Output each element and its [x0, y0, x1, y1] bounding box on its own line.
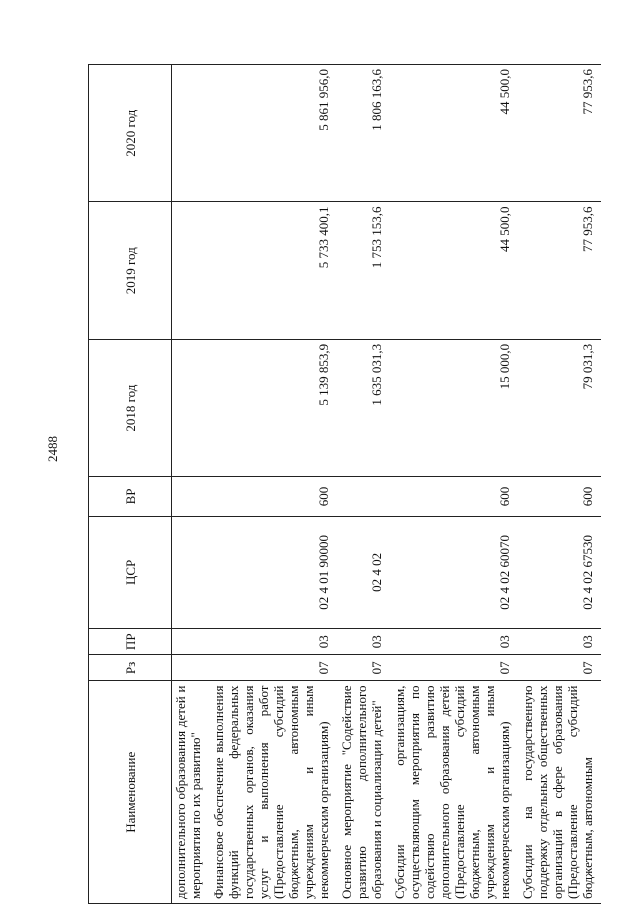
row-2018: 5 139 853,9 — [209, 339, 337, 476]
row-vr: 600 — [390, 477, 518, 516]
header-name: Наименование — [89, 681, 172, 904]
rotated-page — [88, 64, 640, 904]
row-name: Субсидии организациям, осуществляющим мероприятия по содействию развитию дополнительного образования детей (Предоставление субсидий бюджетным, автономным учреждениям и иным некоммерческим организациям) — [390, 681, 518, 904]
row-pr: 03 — [390, 629, 518, 655]
header-csr: ЦСР — [89, 516, 172, 629]
row-pr: 03 — [209, 629, 337, 655]
table-header-row — [89, 65, 172, 904]
row-rz: 07 — [518, 655, 601, 681]
row-2018: 79 031,3 — [518, 339, 601, 476]
row-csr: 02 4 01 90000 — [209, 516, 337, 629]
row-2019: 44 500,0 — [390, 202, 518, 339]
row-rz: 07 — [337, 655, 390, 681]
table-row — [337, 65, 390, 904]
header-2019: 2019 год — [89, 202, 172, 339]
row-2019 — [172, 202, 210, 339]
table-row — [209, 65, 337, 904]
row-pr: 03 — [518, 629, 601, 655]
row-csr: 02 4 02 60070 — [390, 516, 518, 629]
row-csr: 02 4 02 67530 — [518, 516, 601, 629]
row-vr: 600 — [209, 477, 337, 516]
header-pr: ПР — [89, 629, 172, 655]
row-vr: 600 — [518, 477, 601, 516]
row-2020: 1 806 163,6 — [337, 65, 390, 202]
table-row — [172, 65, 210, 904]
row-pr: 03 — [337, 629, 390, 655]
row-rz: 07 — [390, 655, 518, 681]
row-name: дополнительного образования детей и мероприятия по их развитию" — [172, 681, 210, 904]
table-row — [518, 65, 601, 904]
header-2020: 2020 год — [89, 65, 172, 202]
row-2018: 1 635 031,3 — [337, 339, 390, 476]
header-rz: Рз — [89, 655, 172, 681]
row-csr — [172, 516, 210, 629]
row-name: Субсидии на государственную поддержку отдельных общественных организаций в сфере образования (Предоставление субсидий бюджетным, автономным — [518, 681, 601, 904]
row-csr: 02 4 02 — [337, 516, 390, 629]
row-2019: 77 953,6 — [518, 202, 601, 339]
row-name: Основное мероприятие "Содействие развитию дополнительного образования и социализации детей" — [337, 681, 390, 904]
row-2018: 15 000,0 — [390, 339, 518, 476]
row-rz — [172, 655, 210, 681]
row-pr — [172, 629, 210, 655]
page-number: 2488 — [45, 436, 60, 462]
row-vr — [337, 477, 390, 516]
budget-table — [88, 64, 601, 904]
row-2020 — [172, 65, 210, 202]
row-2019: 5 733 400,1 — [209, 202, 337, 339]
row-2019: 1 753 153,6 — [337, 202, 390, 339]
row-2018 — [172, 339, 210, 476]
row-2020: 44 500,0 — [390, 65, 518, 202]
row-vr — [172, 477, 210, 516]
row-name: Финансовое обеспечение выполнения функций федеральных государственных органов, оказания услуг и выполнения работ (Предоставление субсидий бюджетным, автономным учреждениям и иным некоммерческим организациям) — [209, 681, 337, 904]
row-2020: 5 861 956,0 — [209, 65, 337, 202]
table-row — [390, 65, 518, 904]
header-vr: ВР — [89, 477, 172, 516]
row-rz: 07 — [209, 655, 337, 681]
row-2020: 77 953,6 — [518, 65, 601, 202]
header-2018: 2018 год — [89, 339, 172, 476]
